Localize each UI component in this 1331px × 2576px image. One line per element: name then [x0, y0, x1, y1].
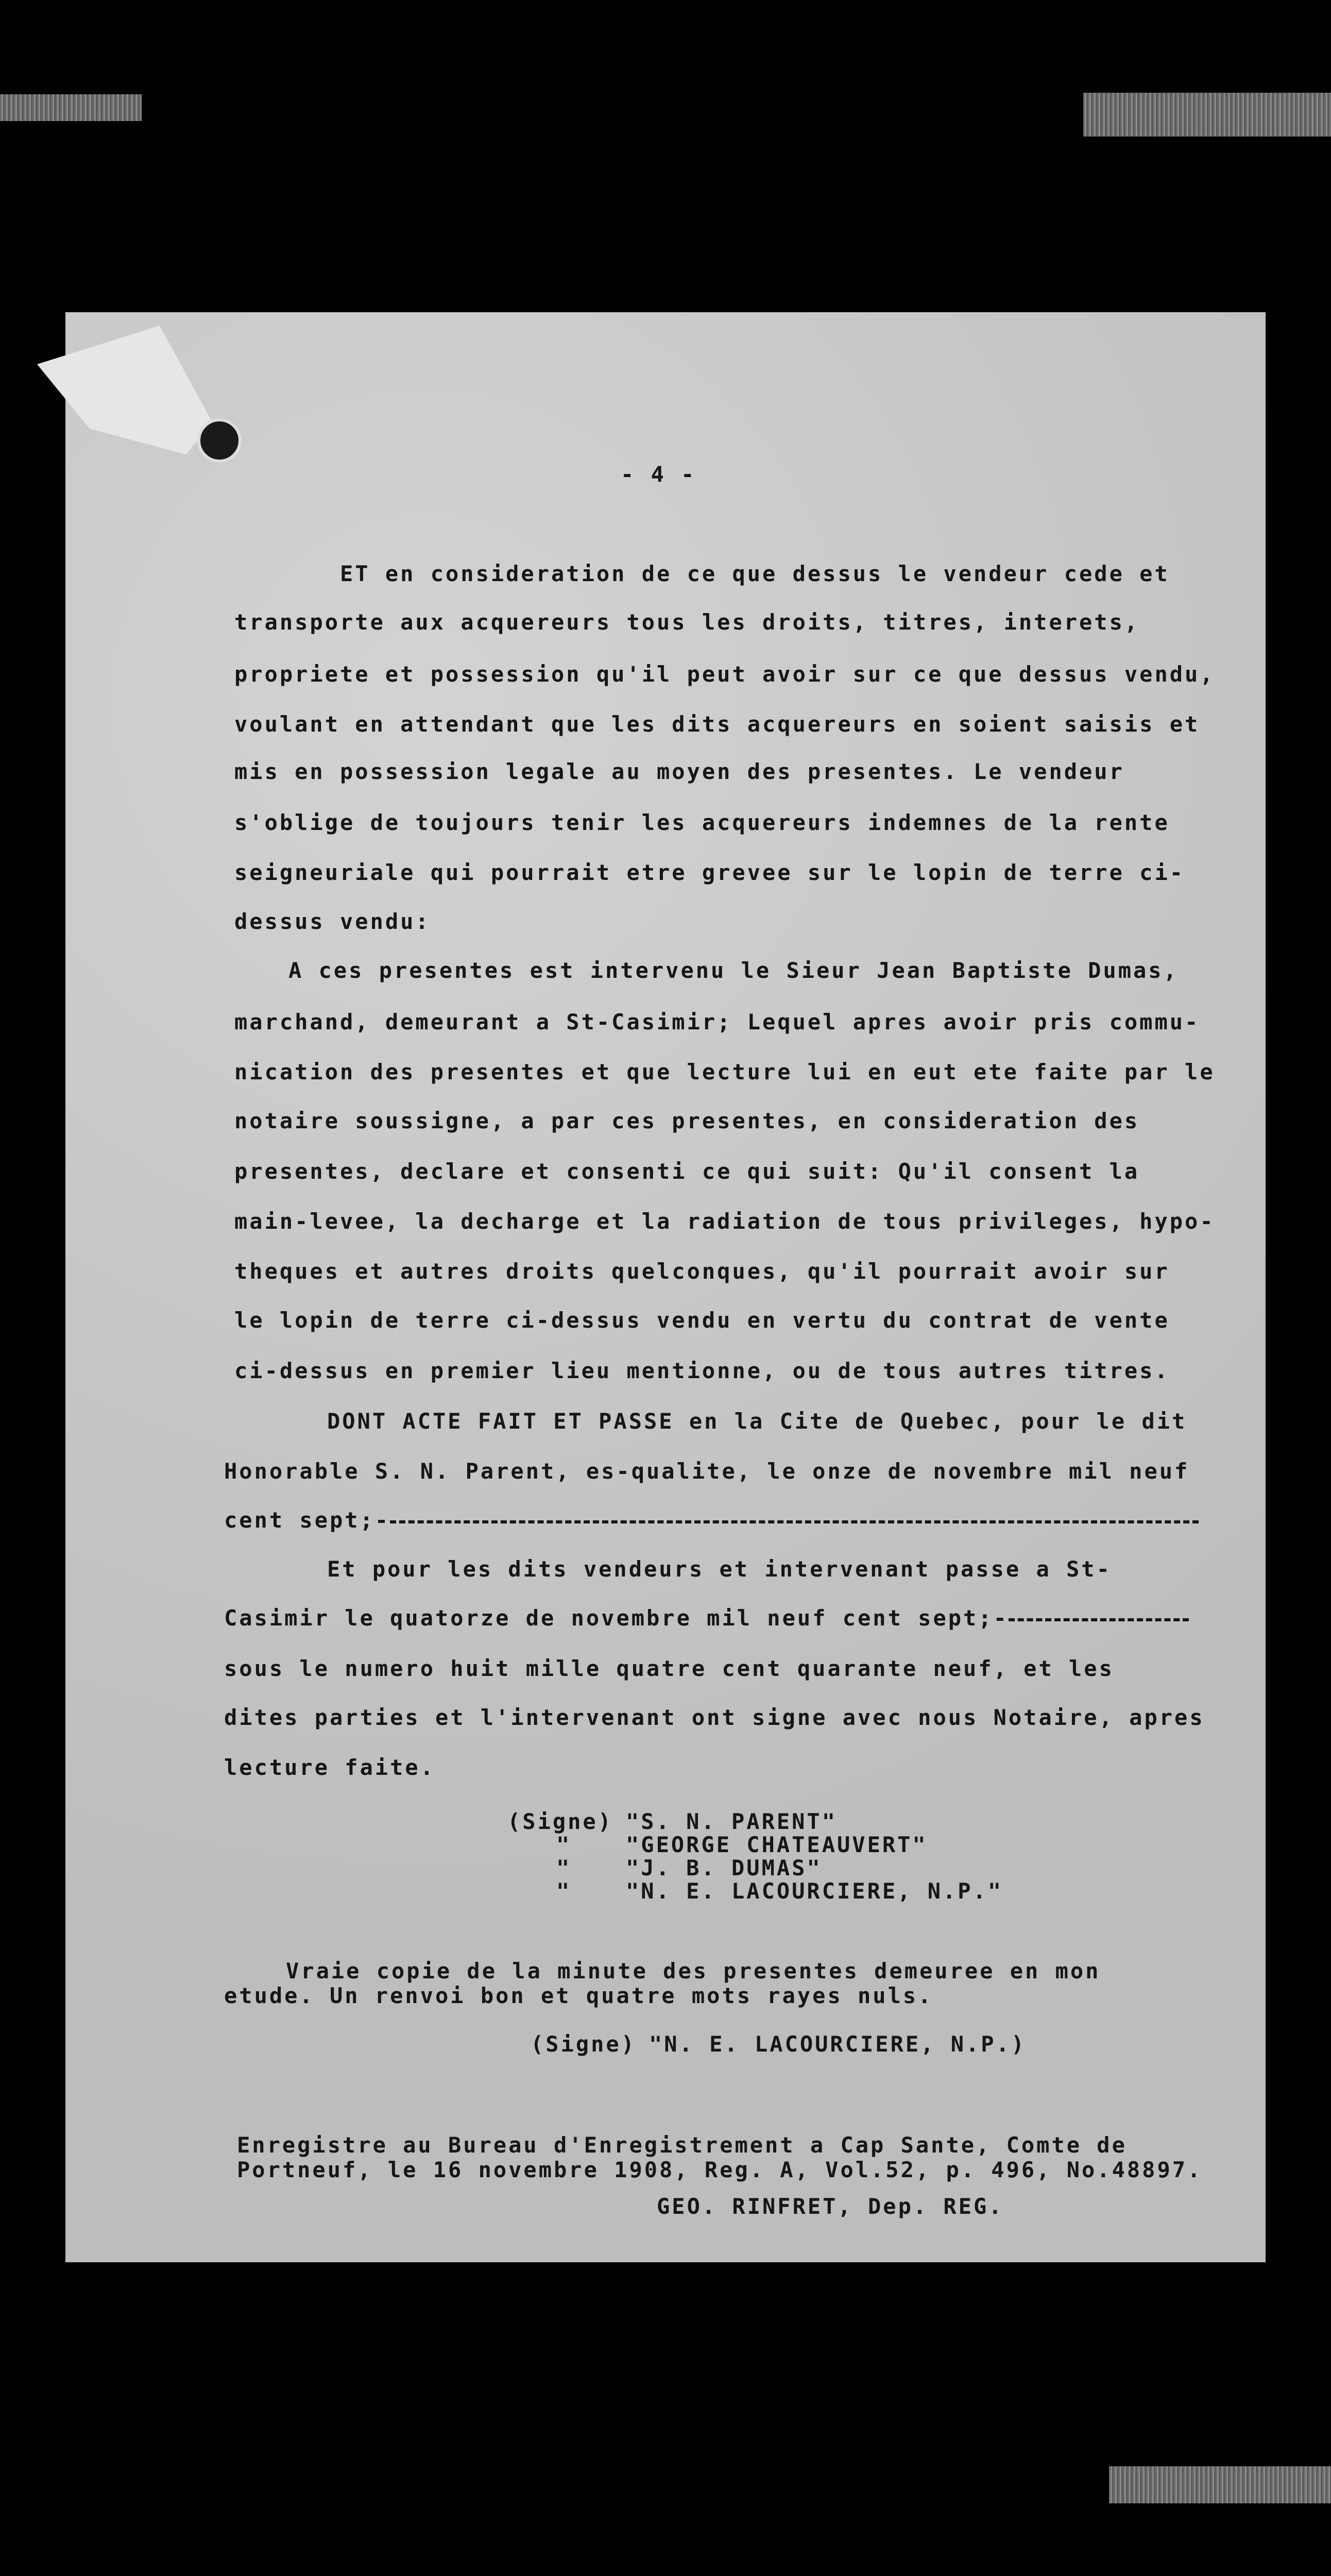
body-line: theques et autres droits quelconques, qu'il pourrait avoir sur: [234, 1259, 1170, 1284]
body-line: ET en consideration de ce que dessus le vendeur cede et: [340, 561, 1170, 586]
signature-label: (Signe): [507, 1809, 613, 1834]
body-line: transporte aux acquereurs tous les droits, titres, interets,: [234, 609, 1140, 635]
signature-name: "GEORGE CHATEAUVERT": [626, 1832, 928, 1857]
staple-hole: [197, 418, 242, 463]
body-line: dessus vendu:: [234, 909, 431, 934]
certification-line: etude. Un renvoi bon et quatre mots rayes nuls.: [224, 1983, 933, 2008]
body-line: presentes, declare et consenti ce qui suit: Qu'il consent la: [234, 1159, 1140, 1184]
body-line: voulant en attendant que les dits acquereurs en soient saisis et: [234, 711, 1200, 737]
signature-name: "S. N. PARENT": [626, 1809, 838, 1834]
body-line: dites parties et l'intervenant ont signe avec nous Notaire, apres: [224, 1705, 1205, 1730]
page-number: - 4 -: [621, 462, 696, 487]
film-edge-strip: [1083, 93, 1331, 137]
body-line: seigneuriale qui pourrait etre grevee sur le lopin de terre ci-: [234, 860, 1185, 885]
final-signature-name: "N. E. LACOURCIERE, N.P.): [649, 2031, 1027, 2057]
body-line: A ces presentes est intervenu le Sieur Jean Baptiste Dumas,: [288, 958, 1179, 983]
body-line: notaire soussigne, a par ces presentes, en consideration des: [234, 1108, 1140, 1133]
signature-name: "N. E. LACOURCIERE, N.P.": [626, 1878, 1003, 1904]
signature-name: "J. B. DUMAS": [626, 1855, 822, 1880]
ditto-mark: ": [556, 1855, 572, 1880]
body-line: marchand, demeurant a St-Casimir; Lequel apres avoir pris commu-: [234, 1009, 1200, 1035]
body-line: Honorable S. N. Parent, es-qualite, le onze de novembre mil neuf: [224, 1459, 1190, 1484]
body-line: main-levee, la decharge et la radiation de tous privileges, hypo-: [234, 1209, 1215, 1234]
body-line: mis en possession legale au moyen des presentes. Le vendeur: [234, 759, 1124, 784]
body-line: DONT ACTE FAIT ET PASSE en la Cite de Quebec, pour le dit: [327, 1409, 1187, 1434]
body-line: s'oblige de toujours tenir les acquereurs indemnes de la rente: [234, 810, 1170, 835]
final-signature-label: (Signe): [531, 2031, 637, 2057]
registration-line: Portneuf, le 16 novembre 1908, Reg. A, Vol.52, p. 496, No.48897.: [237, 2157, 1203, 2182]
film-edge-strip: [0, 94, 142, 121]
body-line: lecture faite.: [224, 1755, 436, 1780]
body-line: sous le numero huit mille quatre cent quarante neuf, et les: [224, 1656, 1114, 1681]
body-line: propriete et possession qu'il peut avoir sur ce que dessus vendu,: [234, 662, 1215, 687]
ditto-mark: ": [556, 1878, 572, 1904]
certification-line: Vraie copie de la minute des presentes demeuree en mon: [286, 1958, 1101, 1984]
body-line: Et pour les dits vendeurs et intervenant passe a St-: [327, 1556, 1112, 1582]
body-line: Casimir le quatorze de novembre mil neuf cent sept;-: [224, 1607, 1189, 1629]
body-line: nication des presentes et que lecture lui en eut ete faite par le: [234, 1059, 1215, 1084]
film-edge-strip: [1109, 2466, 1331, 2503]
registrar-signature: GEO. RINFRET, Dep. REG.: [657, 2194, 1004, 2219]
body-line: ci-dessus en premier lieu mentionne, ou de tous autres titres.: [234, 1358, 1170, 1383]
ditto-mark: ": [556, 1832, 572, 1857]
body-line: cent sept;-: [224, 1510, 1199, 1531]
registration-line: Enregistre au Bureau d'Enregistrement a Cap Sante, Comte de: [237, 2132, 1127, 2158]
body-line: le lopin de terre ci-dessus vendu en vertu du contrat de vente: [234, 1308, 1170, 1333]
